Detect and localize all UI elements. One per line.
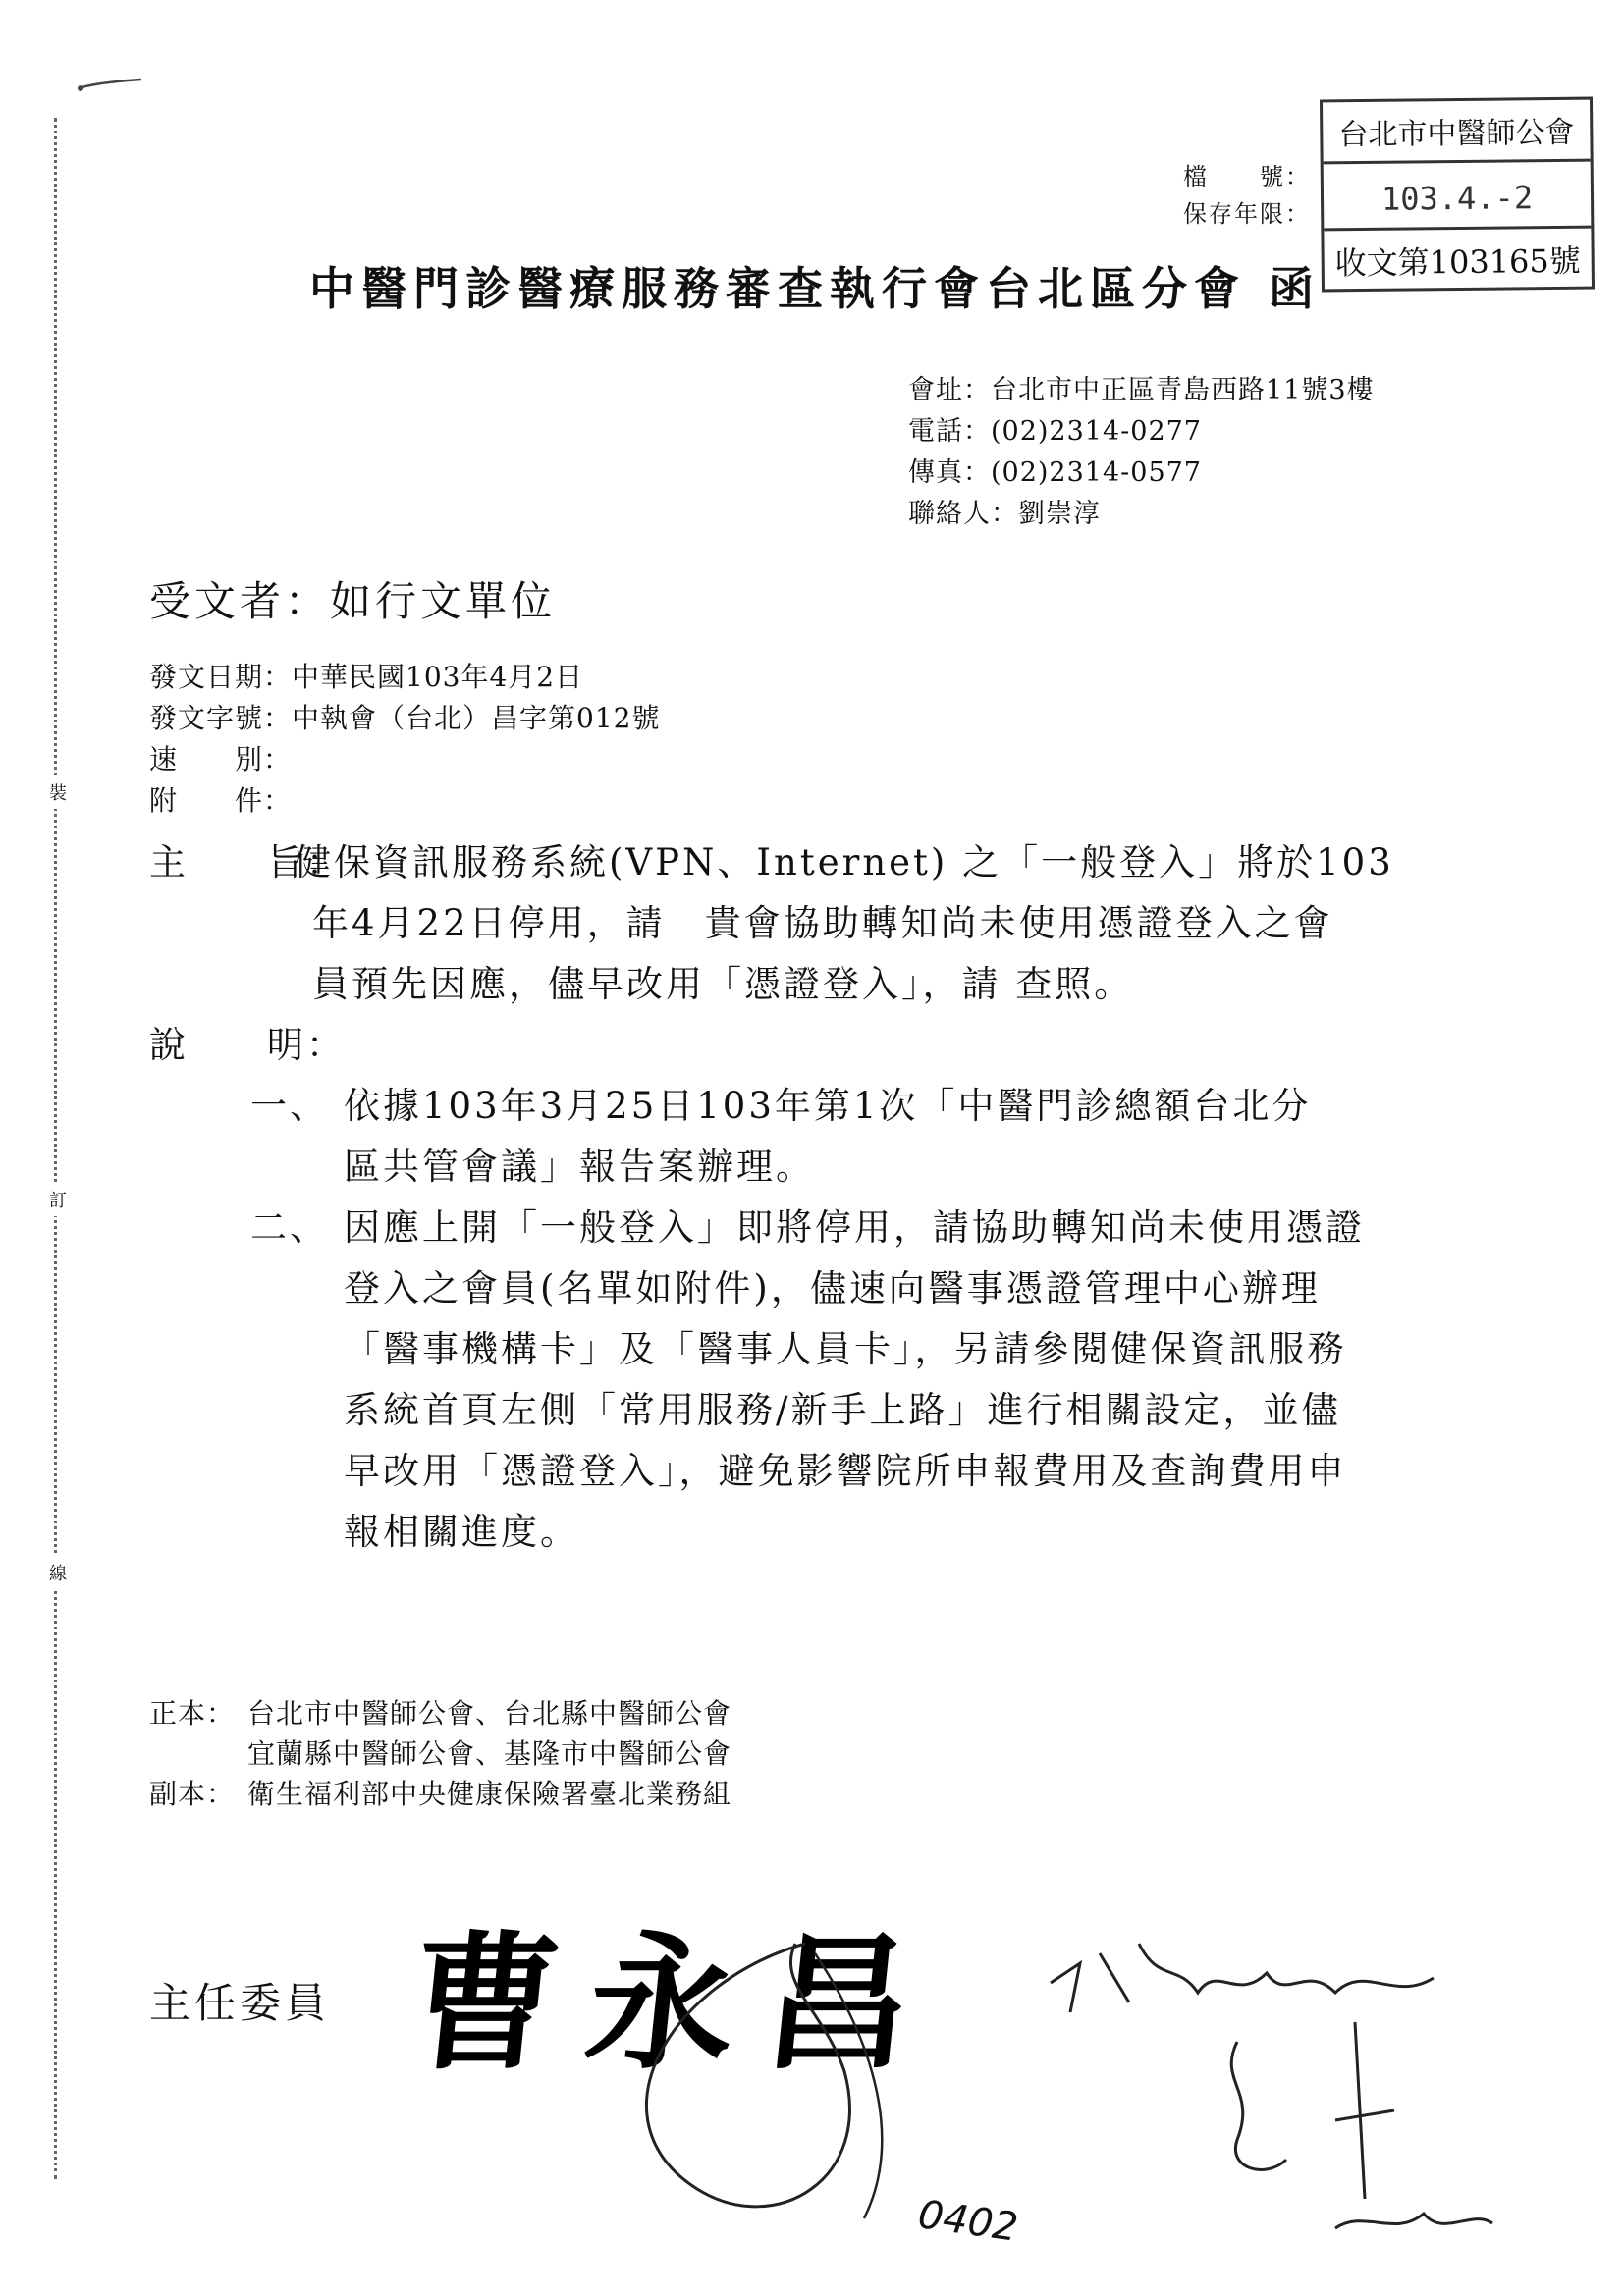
- copy-label: 副本：: [149, 1778, 236, 1810]
- binding-margin-dotted-line: [54, 118, 57, 2179]
- explanation-item-1-line-1: 依據103年3月25日103年第1次「中醫門診總額台北分: [344, 1085, 1312, 1127]
- issue-date: 發文日期：中華民國103年4月2日: [149, 661, 584, 693]
- subject-line-1: 健保資訊服務系統(VPN、Internet) 之「一般登入」將於103: [295, 841, 1394, 883]
- speed-class: 速 別：: [149, 743, 293, 775]
- subject-line-2: 年4月22日停用，請 貴會協助轉知尚未使用憑證登入之會: [312, 902, 1333, 944]
- explanation-item-2-line-5: 早改用「憑證登入」，避免影響院所申報費用及查詢費用申: [344, 1450, 1347, 1492]
- contact-person: 聯絡人：劉崇淳: [908, 499, 1101, 529]
- receipt-stamp: [1320, 97, 1595, 293]
- explanation-item-1-line-2: 區共管會議」報告案辦理。: [344, 1146, 815, 1188]
- signatory-seal-name: 曹永昌: [402, 1917, 950, 2090]
- explanation-label: 說 明：: [149, 1024, 346, 1066]
- stamp-receipt-no: 收文第103165號: [1324, 226, 1592, 285]
- pen-scribble: [550, 1924, 1060, 2248]
- explanation-item-2-line-1: 因應上開「一般登入」即將停用，請協助轉知尚未使用憑證: [344, 1206, 1365, 1249]
- explanation-item-2-line-2: 登入之會員(名單如附件)，儘速向醫事憑證管理中心辦理: [344, 1267, 1321, 1309]
- retention-label: 保存年限：: [1183, 200, 1311, 228]
- explanation-item-2-line-3: 「醫事機構卡」及「醫事人員卡」，另請參閱健保資訊服務: [344, 1328, 1347, 1370]
- subject-line-3: 員預先因應，儘早改用「憑證登入」，請 查照。: [312, 963, 1134, 1005]
- file-no-label: 檔 號：: [1183, 163, 1311, 190]
- original-recipients-2: 宜蘭縣中醫師公會、基隆市中醫師公會: [247, 1737, 732, 1770]
- handwritten-annotation: [1041, 1924, 1502, 2277]
- binding-char-1: 裝: [49, 775, 67, 809]
- stamp-org: 台北市中醫師公會: [1323, 108, 1591, 165]
- binding-char-3: 線: [49, 1556, 67, 1589]
- signatory-title: 主任委員: [149, 1979, 331, 2027]
- subject-label: 主 旨：: [149, 841, 346, 883]
- document-title: 中醫門診醫療服務審查執行會台北區分會 函: [309, 262, 1322, 315]
- explanation-item-2-marker: 二、: [250, 1206, 329, 1249]
- copy-recipients: 衛生福利部中央健康保險署臺北業務組: [247, 1778, 732, 1810]
- attachment: 附 件：: [149, 784, 293, 817]
- explanation-item-1-marker: 一、: [250, 1085, 329, 1127]
- office-address: 會址：台北市中正區青島西路11號3樓: [908, 375, 1375, 405]
- recipient: 受文者：如行文單位: [149, 577, 557, 625]
- issue-number: 發文字號：中執會（台北）昌字第012號: [149, 702, 661, 734]
- original-recipients-1: 台北市中醫師公會、台北縣中醫師公會: [247, 1697, 732, 1730]
- original-label: 正本：: [149, 1697, 236, 1730]
- corner-pen-mark: [77, 77, 145, 92]
- stamp-date: 103.4.-2: [1380, 179, 1534, 218]
- handwritten-date: 0402: [915, 2192, 1021, 2251]
- binding-char-2: 訂: [49, 1183, 67, 1216]
- fax-number: 傳真：(02)2314-0577: [908, 457, 1202, 488]
- explanation-item-2-line-4: 系統首頁左側「常用服務/新手上路」進行相關設定，並儘: [344, 1389, 1341, 1431]
- phone-number: 電話：(02)2314-0277: [908, 416, 1202, 447]
- explanation-item-2-line-6: 報相關進度。: [344, 1511, 579, 1553]
